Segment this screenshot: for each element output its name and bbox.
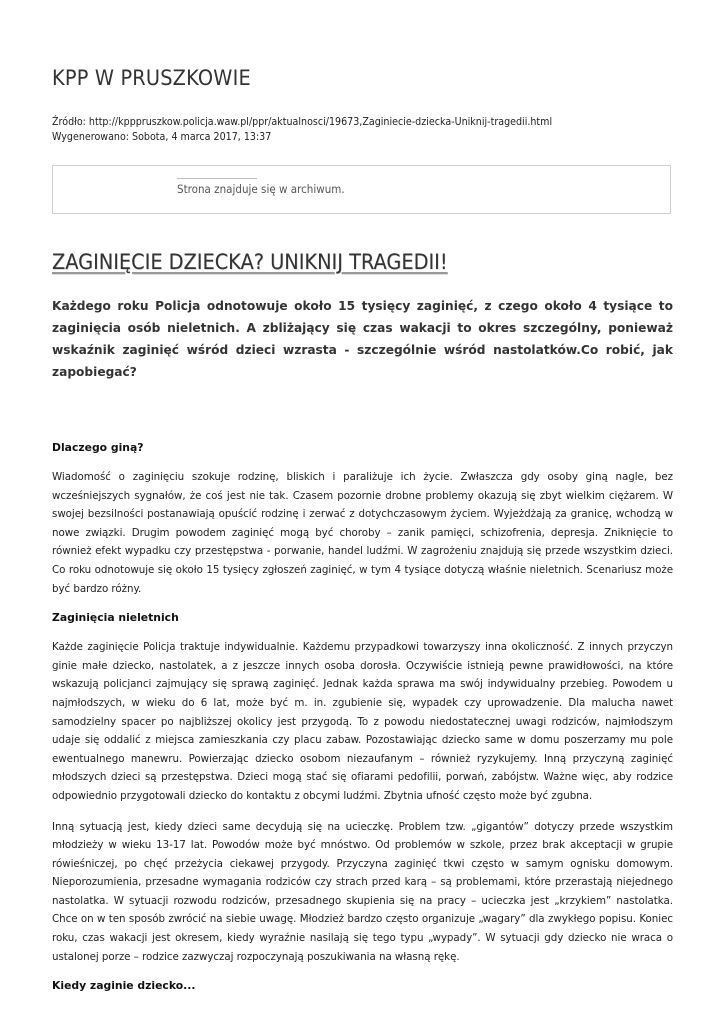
article-body	[52, 440, 673, 1006]
site-title: KPP W PRUSZKOWIE	[52, 66, 251, 90]
section-paragraph: Inną sytuacją jest, kiedy dzieci same decydują się na ucieczkę. Problem tzw. „gigantów” dotyczy przede wszystkim młodzieży w wieku 13-17 lat. Powodów może być mnóstwo. Od problemów w szkole, przez brak akceptacji w grupie rówieśniczej, po chęć przeżycia ciekawej przygody. Przyczyna zaginięć tkwi często w samym ognisku domowym. Nieporozumienia, przesadne wymagania rodziców czy strach przed karą – są problemami, które przerastają niejednego nastolatka. W sytuacji rozwodu rodziców, przesadnego skupienia się na pracy – ucieczka jest „krzykiem” nastolatka. Chce on w ten sposób zwrócić na siebie uwagę. Młodzież bardzo często organizuje „wagary” dla zwykłego popisu. Koniec roku, czas wakacji jest okresem, kiedy wyraźnie nasilają się tego typu „wypady”. W sytuacji gdy dziecko nie wraca o ustalonej porze – rodzice zazwyczaj rozpoczynają poszukiwania na własną rękę.	[52, 820, 673, 963]
section-heading: Dlaczego giną?	[52, 441, 144, 454]
section-paragraph: Każde zaginięcie Policja traktuje indywidualnie. Każdemu przypadkowi towarzyszy inna okoliczność. Z innych przyczyn ginie małe dziecko, nastolatek, a z jeszcze innych osoba dorosła. Oczywiście istnieją pewne prawidłowości, na które wskazują policjanci zajmujący się sprawą zaginięć. Jednak każda sprawa ma swój indywidualny przebieg. Powodem u najmłodszych, w wieku do 6 lat, może być m. in. zgubienie się, wypadek czy uprowadzenie. Dla malucha nawet samodzielny spacer po najbliższej okolicy jest przygodą. To z powodu niedostatecznej uwagi rodziców, najmłodszym udaje się oddalić z miejsca zamieszkania czy placu zabaw. Pozostawiając dziecko same w domu poszerzamy mu pole ewentualnego manewru. Powierzając dziecko osobom niezaufanym – również ryzykujemy. Inną przyczyną zaginięć młodszych dzieci są przestępstwa. Dzieci mogą stać się ofiarami pedofilii, porwań, zabójstw. Ważne więc, aby rodzice odpowiednio przygotowali dziecko do kontaktu z obcymi ludźmi. Zbytnia ufność często może być zgubna.	[52, 641, 673, 802]
archive-notice-box	[52, 165, 671, 214]
article-title: ZAGINIĘCIE DZIECKA? UNIKNIJ TRAGEDII!	[52, 250, 448, 274]
source-meta	[52, 115, 608, 144]
archive-notice: Strona znajduje się w archiwum.	[177, 182, 345, 196]
archive-divider	[177, 178, 257, 179]
source-url: Źródło: http://kpppruszkow.policja.waw.pl/ppr/aktualnosci/19673,Zaginiecie-dziecka-Uniknij-tragedii.html	[52, 116, 553, 128]
section-heading: Kiedy zaginie dziecko...	[52, 979, 196, 993]
section-paragraph: Wiadomość o zaginięciu szokuje rodzinę, bliskich i paraliżuje ich życie. Zwłaszcza gdy osoby giną nagle, bez wcześniejszych sygnałów, że coś jest nie tak. Czasem pozornie drobne problemy okazują się zbyt wielkim ciężarem. W swojej bezsilności postanawiają opuścić rodzinę i zerwać z dotychczasowym życiem. Wyjeżdżają za granicę, wchodzą w nowe związki. Drugim powodem zaginięć mogą być choroby – zanik pamięci, schizofrenia, depresja. Zniknięcie to również efekt wypadku czy przestępstwa - porwanie, handel ludźmi. W zagrożeniu znajdują się przede wszystkim dzieci. Co roku odnotowuje się około 15 tysięcy zgłoszeń zaginięć, w tym 4 tysiące dotyczą właśnie nieletnich. Scenariusz może być bardzo różny.	[52, 471, 673, 595]
section-heading: Zaginięcia nieletnich	[52, 611, 179, 625]
generated-date: Wygenerowano: Sobota, 4 marca 2017, 13:37	[52, 130, 272, 143]
article-lead: Każdego roku Policja odnotowuje około 15 tysięcy zaginięć, z czego około 4 tysiące to zaginięcia osób nieletnich. A zbliżający się czas wakacji to okres szczególny, ponieważ wskaźnik zaginięć wśród dzieci wzrasta - szczególnie wśród nastolatków.Co robić, jak zapobiegać?	[52, 299, 673, 379]
